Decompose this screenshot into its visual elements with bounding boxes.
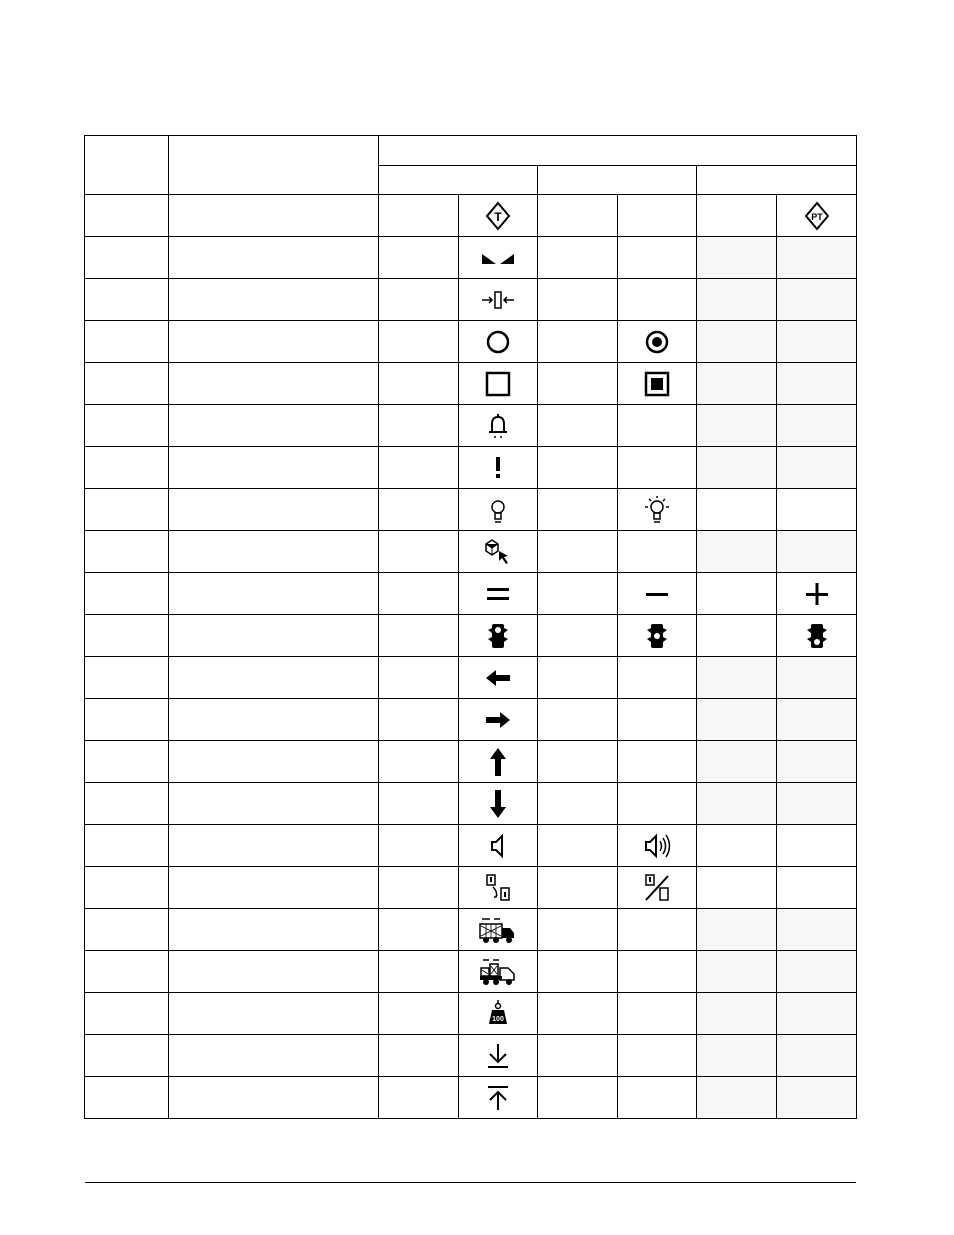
table-row <box>85 909 857 951</box>
svg-text:PT: PT <box>810 211 823 222</box>
cell-sub1-value <box>379 195 459 237</box>
arrow-up-icon <box>478 744 518 780</box>
cell-sub1-value <box>379 615 459 657</box>
symbol-table <box>84 135 857 1119</box>
cell-col-1 <box>85 405 169 447</box>
cell-col-1 <box>85 783 169 825</box>
speaker-off-icon <box>478 828 518 864</box>
table-row <box>85 1035 857 1077</box>
cell-sub3-symbol <box>777 993 857 1035</box>
cell-sub3-value <box>697 783 777 825</box>
cell-col-1 <box>85 237 169 279</box>
bulb-on-icon <box>637 492 677 528</box>
cell-col-1 <box>85 279 169 321</box>
traffic-light-red-icon <box>478 618 518 654</box>
cell-sub3-symbol <box>777 489 857 531</box>
circle-dot-icon <box>637 324 677 360</box>
cell-sub2-value <box>538 615 618 657</box>
cell-sub3-value <box>697 993 777 1035</box>
square-filled-icon <box>637 366 677 402</box>
cell-sub3-symbol <box>777 951 857 993</box>
cell-sub1-value <box>379 405 459 447</box>
cell-sub2-value <box>538 657 618 699</box>
cell-sub3-symbol <box>777 657 857 699</box>
cell-sub2-symbol <box>618 993 697 1035</box>
cell-sub2-symbol <box>618 909 697 951</box>
cell-sub3-symbol <box>777 237 857 279</box>
cell-sub1-value <box>379 279 459 321</box>
cell-sub1-value <box>379 489 459 531</box>
cell-sub2-symbol <box>618 237 697 279</box>
cell-sub1-symbol <box>459 237 538 279</box>
cell-sub1-symbol <box>459 783 538 825</box>
cell-col-1 <box>85 825 169 867</box>
cell-sub1-value <box>379 573 459 615</box>
table-row <box>85 321 857 363</box>
cell-sub2-value <box>538 951 618 993</box>
plus-icon <box>797 576 837 612</box>
cell-sub2-value <box>538 741 618 783</box>
cell-col-1 <box>85 951 169 993</box>
cell-col-2 <box>169 279 379 321</box>
table-row <box>85 363 857 405</box>
cell-col-1 <box>85 993 169 1035</box>
cell-col-2 <box>169 993 379 1035</box>
header-col-1 <box>85 136 169 195</box>
exclamation-icon <box>478 450 518 486</box>
cell-sub2-value <box>538 993 618 1035</box>
cell-sub2-symbol <box>618 741 697 783</box>
target-pointer-icon <box>478 534 518 570</box>
cell-sub3-value <box>697 363 777 405</box>
cell-sub2-symbol <box>618 1035 697 1077</box>
table-row <box>85 1077 857 1119</box>
cell-sub2-symbol <box>618 489 697 531</box>
arrow-down-icon <box>478 786 518 822</box>
table-row <box>85 741 857 783</box>
cell-col-2 <box>169 405 379 447</box>
cell-sub2-value <box>538 405 618 447</box>
table-row <box>85 405 857 447</box>
cell-col-2 <box>169 699 379 741</box>
cell-sub3-value <box>697 573 777 615</box>
cell-sub2-symbol <box>618 363 697 405</box>
cell-sub3-value <box>697 531 777 573</box>
cell-sub2-value <box>538 1035 618 1077</box>
motion-ramps-icon <box>478 240 518 276</box>
cell-sub3-value <box>697 447 777 489</box>
cell-sub3-symbol <box>777 741 857 783</box>
cell-sub2-value <box>538 237 618 279</box>
switch-on-icon <box>478 870 518 906</box>
cell-sub1-symbol <box>459 741 538 783</box>
equals-icon <box>478 576 518 612</box>
cell-sub1-symbol <box>459 951 538 993</box>
cell-col-2 <box>169 1035 379 1077</box>
cell-sub2-symbol <box>618 699 697 741</box>
cell-sub1-symbol <box>459 405 538 447</box>
cell-sub1-symbol <box>459 615 538 657</box>
cell-sub2-symbol <box>618 783 697 825</box>
cell-col-2 <box>169 741 379 783</box>
cell-sub1-symbol <box>459 489 538 531</box>
cell-sub1-symbol <box>459 867 538 909</box>
cell-sub3-value <box>697 1077 777 1119</box>
truck-icon <box>478 912 518 948</box>
cell-sub2-value <box>538 1077 618 1119</box>
cell-sub3-value <box>697 405 777 447</box>
cell-sub2-symbol <box>618 1077 697 1119</box>
cell-col-2 <box>169 825 379 867</box>
cell-col-2 <box>169 531 379 573</box>
cell-sub3-symbol <box>777 867 857 909</box>
cell-sub2-value <box>538 363 618 405</box>
circle-outline-icon <box>478 324 518 360</box>
table-row <box>85 993 857 1035</box>
cell-sub1-value <box>379 909 459 951</box>
cell-col-2 <box>169 951 379 993</box>
cell-sub3-symbol <box>777 783 857 825</box>
traffic-light-yellow-icon <box>637 618 677 654</box>
cell-sub1-value <box>379 867 459 909</box>
cell-sub2-value <box>538 531 618 573</box>
cell-sub3-value <box>697 615 777 657</box>
cell-col-2 <box>169 447 379 489</box>
cell-sub2-value <box>538 909 618 951</box>
cell-sub2-symbol <box>618 279 697 321</box>
cell-col-1 <box>85 321 169 363</box>
cell-sub1-value <box>379 783 459 825</box>
cell-col-1 <box>85 1077 169 1119</box>
cell-sub3-value <box>697 489 777 531</box>
table-row <box>85 615 857 657</box>
cell-sub3-value <box>697 237 777 279</box>
cell-sub1-symbol <box>459 573 538 615</box>
cell-sub1-symbol <box>459 279 538 321</box>
cell-sub2-symbol <box>618 447 697 489</box>
cell-col-2 <box>169 573 379 615</box>
cell-sub1-value <box>379 321 459 363</box>
cell-col-2 <box>169 1077 379 1119</box>
cell-sub3-value <box>697 909 777 951</box>
cell-sub1-value <box>379 741 459 783</box>
table-row <box>85 447 857 489</box>
cell-sub3-symbol <box>777 1035 857 1077</box>
table-row <box>85 573 857 615</box>
cell-sub1-symbol <box>459 1035 538 1077</box>
speaker-on-icon <box>637 828 677 864</box>
cell-sub3-symbol <box>777 195 857 237</box>
cell-sub1-symbol <box>459 531 538 573</box>
cell-sub2-value <box>538 825 618 867</box>
cell-col-1 <box>85 489 169 531</box>
cell-col-2 <box>169 783 379 825</box>
square-outline-icon <box>478 366 518 402</box>
cell-col-1 <box>85 741 169 783</box>
table-row <box>85 657 857 699</box>
header-sub-1 <box>379 166 538 195</box>
table-row <box>85 489 857 531</box>
cell-sub3-symbol <box>777 699 857 741</box>
cell-sub2-symbol <box>618 867 697 909</box>
cell-col-2 <box>169 489 379 531</box>
header-group <box>379 136 857 166</box>
cell-sub3-symbol <box>777 363 857 405</box>
svg-text:T: T <box>494 209 502 224</box>
table-row <box>85 783 857 825</box>
cell-sub1-symbol <box>459 993 538 1035</box>
cell-sub1-value <box>379 657 459 699</box>
cell-sub1-value <box>379 237 459 279</box>
cell-col-1 <box>85 1035 169 1077</box>
cell-sub3-value <box>697 657 777 699</box>
cell-col-2 <box>169 657 379 699</box>
cell-sub3-symbol <box>777 1077 857 1119</box>
cell-col-1 <box>85 447 169 489</box>
cell-sub1-symbol <box>459 699 538 741</box>
cell-sub3-symbol <box>777 531 857 573</box>
cell-sub3-value <box>697 825 777 867</box>
cell-sub2-symbol <box>618 195 697 237</box>
cell-col-1 <box>85 615 169 657</box>
cell-sub1-symbol <box>459 195 538 237</box>
cell-sub1-symbol <box>459 825 538 867</box>
cell-sub2-symbol <box>618 825 697 867</box>
cell-sub3-symbol <box>777 279 857 321</box>
table-row <box>85 951 857 993</box>
cell-sub1-value <box>379 951 459 993</box>
arrow-right-icon <box>478 702 518 738</box>
cell-col-1 <box>85 867 169 909</box>
cell-sub1-symbol <box>459 321 538 363</box>
table-row <box>85 699 857 741</box>
table-row <box>85 195 857 237</box>
cell-col-1 <box>85 699 169 741</box>
cell-sub3-symbol <box>777 405 857 447</box>
cell-sub1-value <box>379 699 459 741</box>
cell-sub1-value <box>379 825 459 867</box>
cell-sub1-value <box>379 1035 459 1077</box>
preset-tare-diamond-icon <box>797 198 837 234</box>
cell-sub2-value <box>538 489 618 531</box>
cell-sub1-value <box>379 1077 459 1119</box>
weight-100-icon <box>478 996 518 1032</box>
cell-sub1-value <box>379 363 459 405</box>
cell-sub1-value <box>379 447 459 489</box>
cell-sub3-value <box>697 741 777 783</box>
cell-col-2 <box>169 909 379 951</box>
bulb-off-icon <box>478 492 518 528</box>
cell-col-1 <box>85 657 169 699</box>
cell-col-2 <box>169 363 379 405</box>
header-col-2 <box>169 136 379 195</box>
arrow-up-from-line-icon <box>478 1080 518 1116</box>
header-sub-2 <box>538 166 697 195</box>
cell-col-2 <box>169 321 379 363</box>
cell-sub2-value <box>538 279 618 321</box>
header-sub-3 <box>697 166 857 195</box>
cell-sub2-symbol <box>618 951 697 993</box>
cell-col-1 <box>85 363 169 405</box>
cell-sub2-symbol <box>618 321 697 363</box>
cell-sub1-symbol <box>459 1077 538 1119</box>
cell-sub3-symbol <box>777 573 857 615</box>
cell-sub2-symbol <box>618 615 697 657</box>
table-row <box>85 825 857 867</box>
truck-loaded-icon <box>478 954 518 990</box>
cell-sub2-symbol <box>618 405 697 447</box>
cell-sub1-value <box>379 531 459 573</box>
cell-sub3-value <box>697 699 777 741</box>
arrow-left-icon <box>478 660 518 696</box>
footer-rule <box>85 1182 856 1183</box>
table-row <box>85 867 857 909</box>
cell-sub1-value <box>379 993 459 1035</box>
cell-sub3-symbol <box>777 447 857 489</box>
cell-col-1 <box>85 909 169 951</box>
cell-sub2-value <box>538 447 618 489</box>
cell-sub2-symbol <box>618 657 697 699</box>
cell-sub3-value <box>697 279 777 321</box>
traffic-light-green-icon <box>797 618 837 654</box>
cell-col-2 <box>169 195 379 237</box>
cell-sub1-symbol <box>459 657 538 699</box>
cell-sub2-symbol <box>618 531 697 573</box>
cell-sub2-value <box>538 321 618 363</box>
cell-sub3-value <box>697 867 777 909</box>
cell-sub3-symbol <box>777 909 857 951</box>
cell-col-2 <box>169 237 379 279</box>
cell-col-2 <box>169 615 379 657</box>
arrow-down-to-line-icon <box>478 1038 518 1074</box>
cell-sub2-value <box>538 783 618 825</box>
cell-sub3-value <box>697 1035 777 1077</box>
table-row <box>85 237 857 279</box>
cell-sub3-value <box>697 951 777 993</box>
minus-icon <box>637 576 677 612</box>
svg-text:100: 100 <box>492 1015 504 1023</box>
cell-sub1-symbol <box>459 447 538 489</box>
cell-sub2-symbol <box>618 573 697 615</box>
table-row <box>85 279 857 321</box>
cell-sub2-value <box>538 867 618 909</box>
cell-sub2-value <box>538 573 618 615</box>
tare-diamond-icon <box>478 198 518 234</box>
alarm-bell-icon <box>478 408 518 444</box>
cell-col-1 <box>85 573 169 615</box>
center-of-zero-icon <box>478 282 518 318</box>
table-row <box>85 531 857 573</box>
cell-sub3-value <box>697 195 777 237</box>
cell-sub3-value <box>697 321 777 363</box>
cell-sub3-symbol <box>777 321 857 363</box>
cell-sub1-symbol <box>459 363 538 405</box>
switch-off-icon <box>637 870 677 906</box>
cell-sub3-symbol <box>777 825 857 867</box>
cell-col-1 <box>85 531 169 573</box>
cell-sub2-value <box>538 699 618 741</box>
cell-sub2-value <box>538 195 618 237</box>
cell-sub1-symbol <box>459 909 538 951</box>
cell-col-1 <box>85 195 169 237</box>
cell-sub3-symbol <box>777 615 857 657</box>
cell-col-2 <box>169 867 379 909</box>
